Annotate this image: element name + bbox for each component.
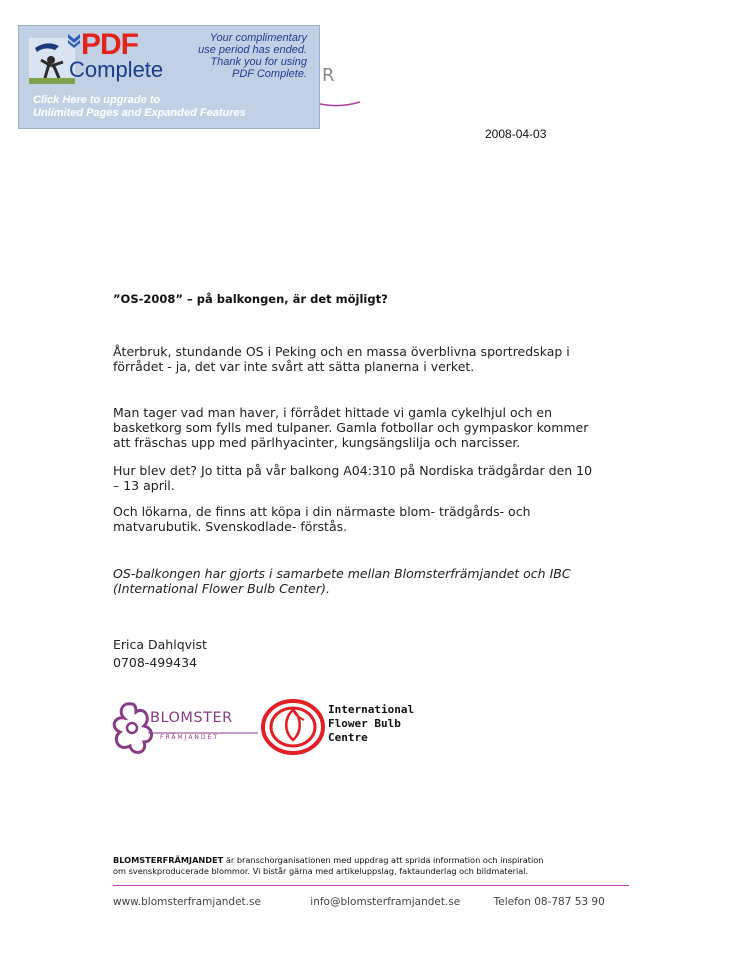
paragraph-materials: [113, 405, 634, 450]
footer-phone: Telefon 08-787 53 90: [493, 896, 605, 908]
pdf-expired-note: [157, 32, 307, 80]
ifbc-logo-text: [328, 703, 414, 745]
paragraph-bulbs: [113, 504, 634, 534]
paragraph-line: Man tager vad man haver, i förrådet hittade vi gamla cykelhjul och en: [113, 405, 553, 420]
pdf-note-line: Thank you for using: [210, 56, 307, 68]
document-date: 2008-04-03: [485, 127, 547, 141]
contact-name: Erica Dahlqvist: [113, 637, 207, 652]
footer-line1-text: är branschorganisationen med uppdrag att sprida information och inspiration: [223, 855, 544, 865]
paragraph-intro: [113, 344, 634, 374]
paragraph-line: Och lökarna, de finns att köpa i din närmaste blom- trädgårds- och: [113, 504, 531, 519]
pdf-note-line: PDF Complete.: [232, 68, 307, 80]
pdf-complete-banner[interactable]: [18, 25, 320, 129]
pdf-subtitle: Complete: [69, 57, 164, 82]
header-logo-partial: R: [322, 65, 335, 86]
header-swoosh-decoration: [320, 98, 360, 108]
document-heading: ”OS-2008” – på balkongen, är det möjligt?: [113, 292, 388, 306]
paragraph-balcony: [113, 463, 634, 493]
footer-description-line-1: [113, 855, 633, 866]
paragraph-collaboration: [113, 566, 634, 596]
ifbc-bulb-logo-icon: [260, 698, 326, 756]
paragraph-line: Hur blev det? Jo titta på vår balkong A04:310 på Nordiska trädgårdar den 10: [113, 463, 593, 478]
pdf-note-line: use period has ended.: [198, 44, 307, 56]
ifbc-logo-line: International: [328, 703, 415, 716]
blomster-logo-text: BLOMSTER: [150, 710, 233, 726]
partner-logos: [110, 698, 450, 760]
ifbc-logo-line: Flower Bulb: [328, 717, 401, 730]
contact-phone: 0708-499434: [113, 655, 198, 670]
blomster-flower-icon: [110, 700, 154, 756]
paragraph-line: förrådet - ja, det var inte svårt att sätta planerna i verket.: [113, 359, 475, 374]
footer-website-link[interactable]: www.blomsterframjandet.se: [113, 896, 261, 908]
upgrade-link[interactable]: [33, 94, 246, 120]
upgrade-link-line[interactable]: Click Here to upgrade to: [33, 94, 161, 106]
footer-email-link[interactable]: info@blomsterframjandet.se: [310, 896, 461, 908]
footer-description-line-2: om svenskproducerade blommor. Vi bistår gärna med artikeluppslag, faktaunderlag och bildmaterial.: [113, 866, 529, 876]
paragraph-line: basketkorg som fylls med tulpaner. Gamla fotbollar och gympaskor kommer: [113, 420, 589, 435]
footer-description: [113, 855, 633, 877]
paragraph-line: matvarubutik. Svenskodlade- förstås.: [113, 519, 348, 534]
footer-org-name: BLOMSTERFRÄMJANDET: [113, 855, 224, 865]
pdf-title: PDF: [81, 28, 138, 61]
paragraph-line: OS-balkongen har gjorts i samarbete mellan Blomsterfrämjandet och IBC: [113, 566, 571, 581]
ifbc-logo-line: Centre: [328, 731, 368, 744]
paragraph-line: Återbruk, stundande OS i Peking och en massa överblivna sportredskap i: [113, 344, 570, 359]
paragraph-line: att fräschas upp med pärlhyacinter, kungsängslilja och narcisser.: [113, 435, 521, 450]
contact-block: [113, 636, 207, 672]
upgrade-link-line[interactable]: Unlimited Pages and Expanded Features: [33, 107, 246, 119]
footer-contact-links: [113, 896, 605, 908]
pdf-note-line: Your complimentary: [209, 32, 307, 44]
blomster-logo-subtext: FRÄMJANDET: [160, 734, 219, 741]
paragraph-line: (International Flower Bulb Center).: [113, 581, 330, 596]
paragraph-line: – 13 april.: [113, 478, 175, 493]
chevron-icon: [67, 32, 81, 48]
footer-divider: [113, 885, 629, 886]
